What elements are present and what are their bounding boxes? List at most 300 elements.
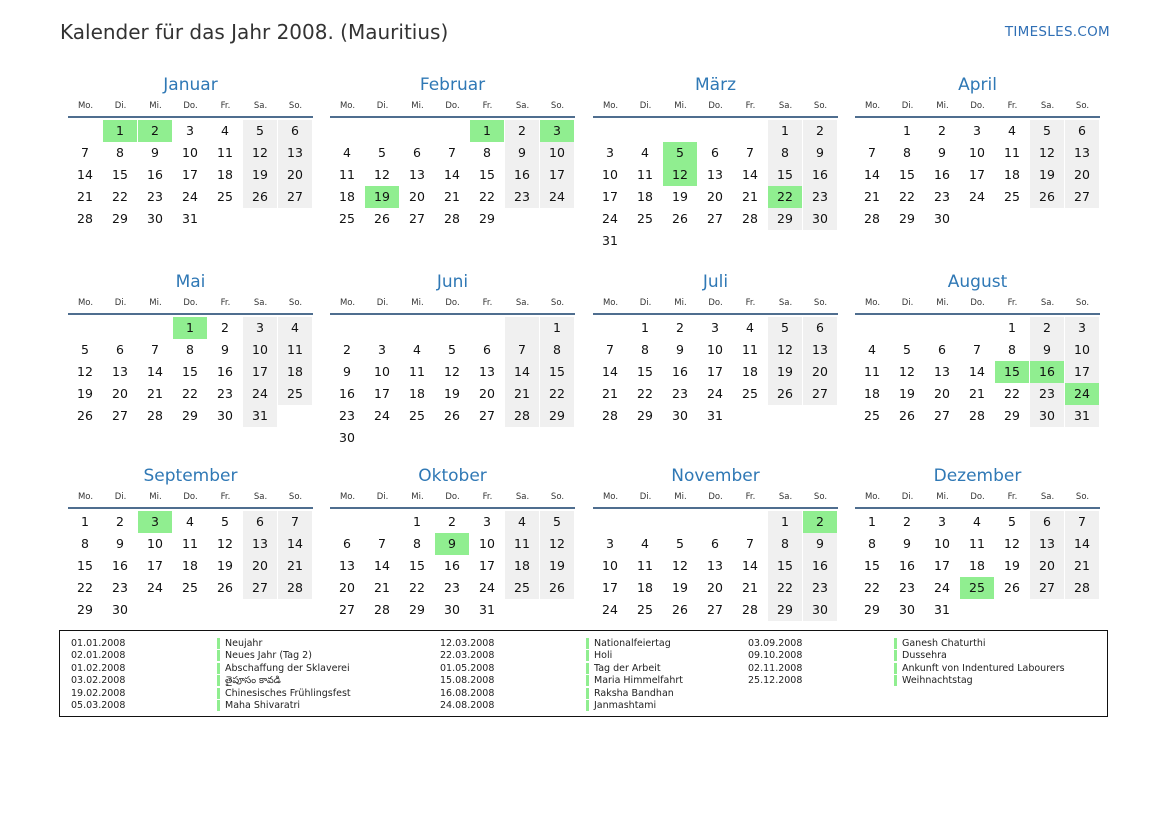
day-cell: 20 bbox=[339, 580, 355, 595]
day-cell: 18 bbox=[505, 555, 539, 577]
weekday-label: Sa. bbox=[515, 101, 530, 111]
day-cell: 11 bbox=[864, 364, 880, 379]
day-cell: 19 bbox=[77, 386, 93, 401]
holiday-day-cell: 5 bbox=[663, 142, 697, 164]
day-cell: 1 bbox=[868, 514, 876, 529]
day-cell: 4 bbox=[973, 514, 981, 529]
day-cell: 1 bbox=[768, 120, 802, 142]
holiday-day-cell: 1 bbox=[103, 120, 137, 142]
day-cell: 24 bbox=[969, 189, 985, 204]
day-cell: 7 bbox=[81, 145, 89, 160]
legend-entry bbox=[440, 688, 683, 700]
empty-cell bbox=[68, 120, 102, 142]
day-cell: 14 bbox=[278, 533, 312, 555]
weekday-label: Fr. bbox=[1007, 101, 1018, 111]
month-name: Mai bbox=[175, 272, 206, 292]
day-cell: 15 bbox=[409, 558, 425, 573]
month-10 bbox=[330, 463, 575, 621]
weekday-label: Sa. bbox=[1040, 298, 1055, 308]
day-cell: 6 bbox=[483, 342, 491, 357]
day-cell: 30 bbox=[147, 211, 163, 226]
weekday-label: Mi. bbox=[936, 298, 949, 308]
day-cell: 23 bbox=[339, 408, 355, 423]
day-cell: 28 bbox=[969, 408, 985, 423]
legend-entry bbox=[440, 663, 683, 675]
day-cell: 14 bbox=[742, 167, 758, 182]
weekday-label: Do. bbox=[183, 298, 198, 308]
holiday-name: Tag der Arbeit bbox=[594, 662, 661, 674]
day-cell: 4 bbox=[1008, 123, 1016, 138]
holiday-day-cell: 15 bbox=[995, 361, 1029, 383]
day-cell: 5 bbox=[81, 342, 89, 357]
weekday-label: Di. bbox=[639, 298, 652, 308]
weekday-label: Mi. bbox=[411, 298, 424, 308]
day-cell: 26 bbox=[217, 580, 233, 595]
legend-entry bbox=[71, 650, 351, 662]
day-cell: 19 bbox=[243, 164, 277, 186]
weekday-label: Di. bbox=[376, 101, 389, 111]
weekday-label: Fr. bbox=[745, 101, 756, 111]
day-cell: 10 bbox=[147, 536, 163, 551]
empty-cell bbox=[68, 317, 102, 339]
day-cell: 12 bbox=[243, 142, 277, 164]
weekday-label: Di. bbox=[901, 492, 914, 502]
day-cell: 17 bbox=[602, 580, 618, 595]
day-cell: 16 bbox=[803, 164, 837, 186]
day-cell: 13 bbox=[278, 142, 312, 164]
weekday-header bbox=[855, 295, 1100, 311]
month-3 bbox=[593, 72, 838, 252]
day-grid bbox=[68, 120, 313, 230]
day-cell: 22 bbox=[182, 386, 198, 401]
day-cell: 24 bbox=[243, 383, 277, 405]
day-cell: 3 bbox=[606, 536, 614, 551]
day-cell: 12 bbox=[217, 536, 233, 551]
day-cell: 10 bbox=[374, 364, 390, 379]
weekday-header bbox=[68, 295, 313, 311]
day-cell: 8 bbox=[768, 533, 802, 555]
day-cell: 24 bbox=[934, 580, 950, 595]
month-1 bbox=[68, 72, 313, 230]
day-cell: 6 bbox=[1065, 120, 1099, 142]
day-cell: 6 bbox=[413, 145, 421, 160]
month-name: Oktober bbox=[418, 466, 487, 486]
day-cell: 13 bbox=[707, 167, 723, 182]
empty-cell bbox=[890, 317, 924, 339]
day-cell: 14 bbox=[602, 364, 618, 379]
day-cell: 2 bbox=[505, 120, 539, 142]
day-cell: 17 bbox=[934, 558, 950, 573]
day-cell: 20 bbox=[1030, 555, 1064, 577]
day-cell: 17 bbox=[243, 361, 277, 383]
day-cell: 18 bbox=[1004, 167, 1020, 182]
day-cell: 12 bbox=[444, 364, 460, 379]
weekday-label: Mi. bbox=[674, 101, 687, 111]
day-cell: 30 bbox=[339, 430, 355, 445]
month-divider bbox=[855, 507, 1100, 509]
day-cell: 7 bbox=[868, 145, 876, 160]
day-cell: 26 bbox=[243, 186, 277, 208]
day-cell: 6 bbox=[116, 342, 124, 357]
holiday-name: Maha Shivaratri bbox=[225, 699, 301, 711]
holiday-color-marker bbox=[586, 638, 589, 649]
day-cell: 24 bbox=[147, 580, 163, 595]
holiday-color-marker bbox=[586, 650, 589, 661]
day-cell: 6 bbox=[803, 317, 837, 339]
weekday-label: So. bbox=[1075, 492, 1090, 502]
day-cell: 29 bbox=[1004, 408, 1020, 423]
day-cell: 21 bbox=[742, 580, 758, 595]
holiday-day-cell: 22 bbox=[768, 186, 802, 208]
weekday-label: Fr. bbox=[482, 101, 493, 111]
day-cell: 16 bbox=[339, 386, 355, 401]
day-cell: 11 bbox=[278, 339, 312, 361]
weekday-label: Sa. bbox=[1040, 492, 1055, 502]
day-grid bbox=[68, 317, 313, 427]
weekday-label: Do. bbox=[183, 492, 198, 502]
holiday-name: Neujahr bbox=[225, 638, 263, 649]
empty-cell bbox=[960, 317, 994, 339]
day-cell: 8 bbox=[540, 339, 574, 361]
weekday-header bbox=[593, 295, 838, 311]
day-cell: 4 bbox=[641, 145, 649, 160]
day-cell: 1 bbox=[641, 320, 649, 335]
weekday-label: Do. bbox=[445, 298, 460, 308]
day-cell: 13 bbox=[803, 339, 837, 361]
day-cell: 29 bbox=[540, 405, 574, 427]
weekday-label: Di. bbox=[901, 298, 914, 308]
day-cell: 21 bbox=[374, 580, 390, 595]
month-8 bbox=[855, 269, 1100, 427]
day-cell: 13 bbox=[1030, 533, 1064, 555]
weekday-label: Di. bbox=[639, 492, 652, 502]
weekday-label: Fr. bbox=[482, 298, 493, 308]
holiday-day-cell: 3 bbox=[138, 511, 172, 533]
day-cell: 19 bbox=[444, 386, 460, 401]
day-cell: 3 bbox=[1065, 317, 1099, 339]
day-cell: 10 bbox=[479, 536, 495, 551]
day-cell: 19 bbox=[1030, 164, 1064, 186]
day-cell: 11 bbox=[217, 145, 233, 160]
holiday-date: 02.01.2008 bbox=[71, 650, 126, 662]
day-cell: 27 bbox=[707, 602, 723, 617]
weekday-label: Mi. bbox=[936, 492, 949, 502]
day-cell: 15 bbox=[182, 364, 198, 379]
day-cell: 19 bbox=[768, 361, 802, 383]
day-cell: 11 bbox=[505, 533, 539, 555]
weekday-label: Di. bbox=[376, 298, 389, 308]
month-6 bbox=[330, 269, 575, 449]
weekday-label: Do. bbox=[708, 101, 723, 111]
day-grid bbox=[593, 120, 838, 252]
weekday-label: Di. bbox=[114, 101, 127, 111]
day-cell: 20 bbox=[278, 164, 312, 186]
day-cell: 11 bbox=[969, 536, 985, 551]
holiday-day-cell: 1 bbox=[470, 120, 504, 142]
day-cell: 24 bbox=[602, 211, 618, 226]
weekday-label: Mo. bbox=[339, 298, 356, 308]
day-cell: 29 bbox=[768, 599, 802, 621]
holiday-date: 01.01.2008 bbox=[71, 638, 126, 649]
holiday-date: 05.03.2008 bbox=[71, 699, 126, 711]
weekday-header bbox=[330, 295, 575, 311]
day-cell: 8 bbox=[868, 536, 876, 551]
day-cell: 16 bbox=[803, 555, 837, 577]
day-cell: 28 bbox=[147, 408, 163, 423]
day-cell: 5 bbox=[540, 511, 574, 533]
empty-cell bbox=[698, 511, 732, 533]
holiday-name: Chinesisches Frühlingsfest bbox=[225, 687, 351, 699]
day-cell: 12 bbox=[77, 364, 93, 379]
day-cell: 19 bbox=[540, 555, 574, 577]
weekday-header bbox=[330, 98, 575, 114]
day-cell: 4 bbox=[868, 342, 876, 357]
day-cell: 23 bbox=[803, 577, 837, 599]
weekday-header bbox=[855, 489, 1100, 505]
day-cell: 6 bbox=[343, 536, 351, 551]
day-cell: 25 bbox=[637, 211, 653, 226]
day-cell: 24 bbox=[374, 408, 390, 423]
day-cell: 15 bbox=[479, 167, 495, 182]
day-cell: 18 bbox=[278, 361, 312, 383]
day-cell: 26 bbox=[540, 577, 574, 599]
holiday-day-cell: 3 bbox=[540, 120, 574, 142]
holiday-date: 03.09.2008 bbox=[748, 638, 803, 649]
day-cell: 4 bbox=[505, 511, 539, 533]
empty-cell bbox=[698, 120, 732, 142]
day-cell: 19 bbox=[217, 558, 233, 573]
month-name: Januar bbox=[163, 75, 218, 95]
day-cell: 21 bbox=[602, 386, 618, 401]
weekday-label: Di. bbox=[639, 101, 652, 111]
holiday-date: 24.08.2008 bbox=[440, 699, 495, 711]
day-cell: 27 bbox=[339, 602, 355, 617]
month-divider bbox=[330, 116, 575, 118]
day-cell: 8 bbox=[413, 536, 421, 551]
day-cell: 22 bbox=[1004, 386, 1020, 401]
day-cell: 5 bbox=[1008, 514, 1016, 529]
day-cell: 27 bbox=[278, 186, 312, 208]
day-cell: 9 bbox=[803, 142, 837, 164]
day-cell: 30 bbox=[899, 602, 915, 617]
holiday-day-cell: 25 bbox=[960, 577, 994, 599]
weekday-label: Sa. bbox=[778, 492, 793, 502]
weekday-label: Di. bbox=[114, 492, 127, 502]
day-cell: 11 bbox=[182, 536, 198, 551]
day-cell: 14 bbox=[147, 364, 163, 379]
day-cell: 14 bbox=[742, 558, 758, 573]
day-cell: 18 bbox=[864, 386, 880, 401]
day-cell: 5 bbox=[378, 145, 386, 160]
day-cell: 4 bbox=[343, 145, 351, 160]
day-cell: 10 bbox=[1065, 339, 1099, 361]
day-cell: 3 bbox=[606, 145, 614, 160]
weekday-label: Do. bbox=[970, 492, 985, 502]
day-cell: 5 bbox=[448, 342, 456, 357]
day-cell: 28 bbox=[505, 405, 539, 427]
day-cell: 31 bbox=[934, 602, 950, 617]
day-cell: 29 bbox=[479, 211, 495, 226]
day-grid bbox=[593, 511, 838, 621]
weekday-label: Sa. bbox=[515, 298, 530, 308]
weekday-label: Sa. bbox=[253, 101, 268, 111]
day-cell: 30 bbox=[803, 599, 837, 621]
day-cell: 13 bbox=[339, 558, 355, 573]
month-4 bbox=[855, 72, 1100, 230]
month-divider bbox=[855, 313, 1100, 315]
day-grid bbox=[855, 317, 1100, 427]
day-cell: 15 bbox=[864, 558, 880, 573]
day-cell: 11 bbox=[742, 342, 758, 357]
day-cell: 11 bbox=[637, 558, 653, 573]
holiday-color-marker bbox=[217, 650, 220, 661]
day-cell: 6 bbox=[711, 536, 719, 551]
day-cell: 10 bbox=[182, 145, 198, 160]
empty-cell bbox=[330, 317, 364, 339]
weekday-label: Mo. bbox=[77, 101, 94, 111]
day-cell: 9 bbox=[1030, 339, 1064, 361]
day-cell: 2 bbox=[903, 514, 911, 529]
empty-cell bbox=[330, 511, 364, 533]
day-cell: 2 bbox=[116, 514, 124, 529]
month-divider bbox=[593, 313, 838, 315]
day-cell: 16 bbox=[899, 558, 915, 573]
weekday-label: Mo. bbox=[864, 101, 881, 111]
weekday-label: Mi. bbox=[149, 298, 162, 308]
weekday-label: Fr. bbox=[1007, 492, 1018, 502]
day-cell: 4 bbox=[186, 514, 194, 529]
day-cell: 22 bbox=[112, 189, 128, 204]
month-divider bbox=[855, 116, 1100, 118]
day-cell: 19 bbox=[899, 386, 915, 401]
day-cell: 20 bbox=[707, 189, 723, 204]
day-cell: 28 bbox=[742, 211, 758, 226]
day-cell: 26 bbox=[1004, 580, 1020, 595]
day-cell: 30 bbox=[217, 408, 233, 423]
weekday-label: Fr. bbox=[220, 492, 231, 502]
day-cell: 20 bbox=[409, 189, 425, 204]
empty-cell bbox=[365, 120, 399, 142]
weekday-label: Mo. bbox=[602, 492, 619, 502]
day-cell: 22 bbox=[768, 577, 802, 599]
day-cell: 16 bbox=[112, 558, 128, 573]
weekday-header bbox=[593, 98, 838, 114]
day-cell: 19 bbox=[672, 189, 688, 204]
day-cell: 10 bbox=[934, 536, 950, 551]
day-cell: 20 bbox=[707, 580, 723, 595]
day-cell: 29 bbox=[112, 211, 128, 226]
day-cell: 22 bbox=[637, 386, 653, 401]
day-cell: 29 bbox=[768, 208, 802, 230]
day-cell: 29 bbox=[899, 211, 915, 226]
day-cell: 9 bbox=[116, 536, 124, 551]
day-cell: 12 bbox=[1030, 142, 1064, 164]
day-cell: 16 bbox=[217, 364, 233, 379]
day-cell: 31 bbox=[1065, 405, 1099, 427]
day-cell: 9 bbox=[505, 142, 539, 164]
weekday-label: Sa. bbox=[253, 492, 268, 502]
day-cell: 12 bbox=[899, 364, 915, 379]
empty-cell bbox=[925, 317, 959, 339]
weekday-label: Mi. bbox=[149, 492, 162, 502]
day-cell: 26 bbox=[672, 602, 688, 617]
holiday-color-marker bbox=[894, 650, 897, 661]
day-cell: 3 bbox=[186, 123, 194, 138]
day-cell: 24 bbox=[707, 386, 723, 401]
day-cell: 15 bbox=[540, 361, 574, 383]
day-cell: 7 bbox=[505, 339, 539, 361]
day-cell: 22 bbox=[540, 383, 574, 405]
day-cell: 8 bbox=[116, 145, 124, 160]
day-cell: 4 bbox=[746, 320, 754, 335]
day-cell: 15 bbox=[637, 364, 653, 379]
day-cell: 20 bbox=[1065, 164, 1099, 186]
legend-entry bbox=[748, 650, 1065, 662]
day-cell: 18 bbox=[969, 558, 985, 573]
weekday-label: Mi. bbox=[674, 298, 687, 308]
day-cell: 31 bbox=[479, 602, 495, 617]
weekday-label: Mo. bbox=[339, 492, 356, 502]
day-grid bbox=[855, 120, 1100, 230]
day-grid bbox=[855, 511, 1100, 621]
month-7 bbox=[593, 269, 838, 427]
weekday-label: So. bbox=[813, 298, 828, 308]
month-divider bbox=[330, 507, 575, 509]
day-cell: 4 bbox=[278, 317, 312, 339]
weekday-label: Sa. bbox=[778, 298, 793, 308]
empty-cell bbox=[855, 120, 889, 142]
day-cell: 14 bbox=[505, 361, 539, 383]
holiday-color-marker bbox=[217, 675, 220, 686]
day-cell: 27 bbox=[803, 383, 837, 405]
day-cell: 2 bbox=[676, 320, 684, 335]
day-grid bbox=[330, 511, 575, 621]
day-cell: 3 bbox=[378, 342, 386, 357]
day-cell: 8 bbox=[483, 145, 491, 160]
day-cell: 23 bbox=[112, 580, 128, 595]
day-cell: 23 bbox=[147, 189, 163, 204]
day-cell: 7 bbox=[746, 145, 754, 160]
day-cell: 10 bbox=[602, 167, 618, 182]
legend-entry bbox=[71, 675, 351, 687]
day-cell: 29 bbox=[637, 408, 653, 423]
holiday-color-marker bbox=[586, 700, 589, 711]
weekday-label: Di. bbox=[376, 492, 389, 502]
day-cell: 21 bbox=[1065, 555, 1099, 577]
weekday-label: Mo. bbox=[77, 298, 94, 308]
day-cell: 21 bbox=[444, 189, 460, 204]
day-cell: 30 bbox=[112, 602, 128, 617]
empty-cell bbox=[663, 511, 697, 533]
weekday-label: Do. bbox=[708, 492, 723, 502]
site-link[interactable]: TIMESLES.COM bbox=[1004, 24, 1110, 40]
month-2 bbox=[330, 72, 575, 230]
day-cell: 3 bbox=[938, 514, 946, 529]
weekday-label: Sa. bbox=[253, 298, 268, 308]
day-cell: 10 bbox=[243, 339, 277, 361]
day-cell: 10 bbox=[602, 558, 618, 573]
day-cell: 22 bbox=[77, 580, 93, 595]
day-cell: 8 bbox=[768, 142, 802, 164]
holiday-color-marker bbox=[217, 638, 220, 649]
day-cell: 17 bbox=[969, 167, 985, 182]
holiday-name: Dussehra bbox=[902, 650, 947, 662]
day-cell: 1 bbox=[540, 317, 574, 339]
holiday-color-marker bbox=[217, 663, 220, 674]
day-cell: 23 bbox=[444, 580, 460, 595]
weekday-label: So. bbox=[813, 101, 828, 111]
holiday-day-cell: 12 bbox=[663, 164, 697, 186]
